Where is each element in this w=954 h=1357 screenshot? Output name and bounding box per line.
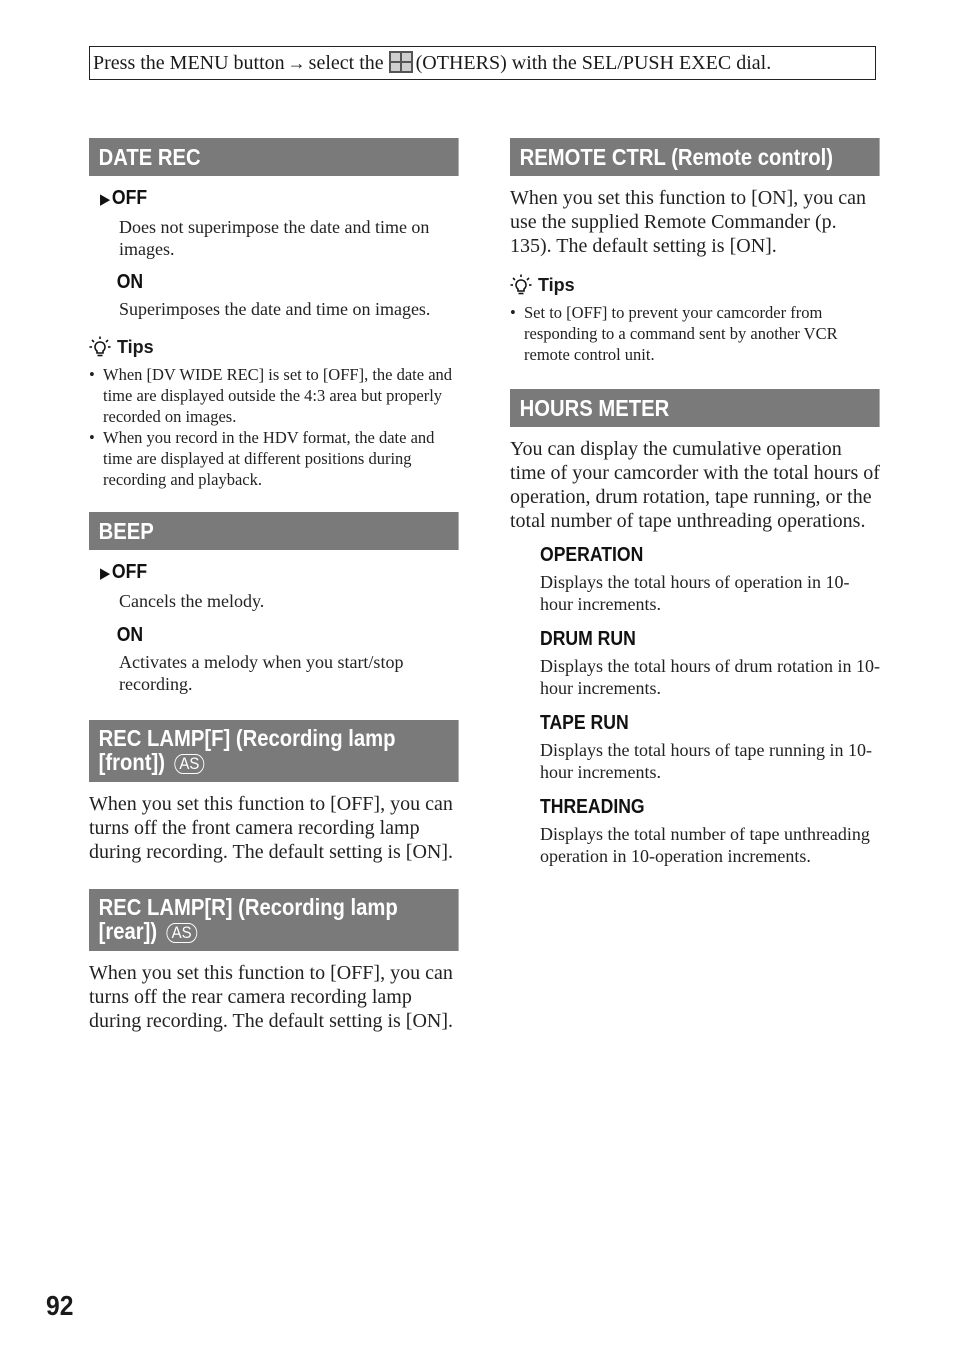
section-title-beep: BEEP bbox=[89, 512, 459, 550]
as-badge-icon: AS bbox=[166, 923, 197, 943]
option-off-text: Cancels the melody. bbox=[119, 591, 265, 611]
section-title-rec-lamp-front: REC LAMP[F] (Recording lamp [front]) AS bbox=[89, 720, 459, 782]
default-marker-icon: ▶ bbox=[100, 191, 111, 208]
option-on-label: ON bbox=[116, 624, 144, 646]
section-title-rec-lamp-rear: REC LAMP[R] (Recording lamp [rear]) AS bbox=[89, 889, 459, 951]
option-operation-label: OPERATION bbox=[540, 544, 644, 566]
option-off-text: Does not superimpose the date and time on images. bbox=[119, 217, 430, 259]
option-drum-run-label: DRUM RUN bbox=[540, 628, 636, 650]
section-remote-ctrl bbox=[510, 138, 880, 365]
hours-meter-options bbox=[510, 543, 880, 867]
instruction-box bbox=[89, 46, 876, 80]
rec-lamp-front-text: When you set this function to [OFF], you can turns off the front camera recording lamp during recording. The default setting is [ON]. bbox=[89, 793, 453, 863]
option-tape-run-text: Displays the total hours of tape running in 10-hour increments. bbox=[540, 740, 872, 782]
remote-ctrl-text: When you set this function to [ON], you can use the supplied Remote Commander (p. 135). The default setting is [ON]. bbox=[510, 187, 867, 257]
section-beep bbox=[89, 512, 459, 695]
section-hours-meter bbox=[510, 389, 880, 867]
lightbulb-icon bbox=[510, 274, 532, 296]
rec-lamp-rear-text: When you set this function to [OFF], you can turns off the rear camera recording lamp during recording. The default setting is [ON]. bbox=[89, 962, 453, 1032]
tip-item: • When you record in the HDV format, the date and time are displayed at different positions during recording and playback. bbox=[89, 427, 459, 490]
tip-item: • Set to [OFF] to prevent your camcorder from responding to a command sent by another VCR remote control unit. bbox=[510, 302, 880, 365]
option-operation-text: Displays the total hours of operation in 10-hour increments. bbox=[540, 572, 850, 614]
section-rec-lamp-front bbox=[89, 720, 459, 864]
option-threading-text: Displays the total number of tape unthreading operation in 10-operation increments. bbox=[540, 824, 870, 866]
hours-meter-text: You can display the cumulative operation time of your camcorder with the total hours of operation, drum rotation, tape running, or the total number of tape unthreading operations. bbox=[510, 438, 880, 532]
section-title-date-rec: DATE REC bbox=[89, 138, 459, 176]
tips-heading: Tips bbox=[89, 336, 459, 358]
option-threading-label: THREADING bbox=[540, 796, 645, 818]
instruction-text-2: select the bbox=[308, 52, 384, 74]
left-column bbox=[89, 138, 459, 1033]
section-rec-lamp-rear bbox=[89, 889, 459, 1033]
option-on-text: Superimposes the date and time on images. bbox=[119, 299, 431, 319]
others-grid-icon bbox=[389, 51, 413, 73]
page-number: 92 bbox=[46, 1290, 74, 1321]
option-off-label: ▶OFF bbox=[100, 187, 148, 209]
tips-block bbox=[89, 336, 459, 490]
right-column bbox=[510, 138, 880, 867]
option-on-text: Activates a melody when you start/stop recording. bbox=[119, 652, 404, 694]
option-drum-run-text: Displays the total hours of drum rotation in 10-hour increments. bbox=[540, 656, 880, 698]
option-on-label: ON bbox=[116, 271, 144, 293]
section-title-remote-ctrl: REMOTE CTRL (Remote control) bbox=[510, 138, 880, 176]
option-tape-run-label: TAPE RUN bbox=[540, 712, 629, 734]
tips-list bbox=[89, 364, 459, 490]
instruction-text-1: Press the MENU button bbox=[93, 52, 285, 74]
as-badge-icon: AS bbox=[174, 754, 205, 774]
section-title-hours-meter: HOURS METER bbox=[510, 389, 880, 427]
instruction-text-3: (OTHERS) with the SEL/PUSH EXEC dial. bbox=[415, 52, 772, 74]
section-date-rec bbox=[89, 138, 459, 490]
tip-item: • When [DV WIDE REC] is set to [OFF], the date and time are displayed outside the 4:3 area but properly recorded on images. bbox=[89, 364, 459, 427]
default-marker-icon: ▶ bbox=[100, 565, 111, 582]
option-off-label: ▶OFF bbox=[100, 561, 148, 583]
tips-block bbox=[510, 274, 880, 365]
arrow-right-icon: → bbox=[287, 53, 306, 73]
tips-list bbox=[510, 302, 880, 365]
lightbulb-icon bbox=[89, 336, 111, 358]
tips-heading: Tips bbox=[510, 274, 880, 296]
